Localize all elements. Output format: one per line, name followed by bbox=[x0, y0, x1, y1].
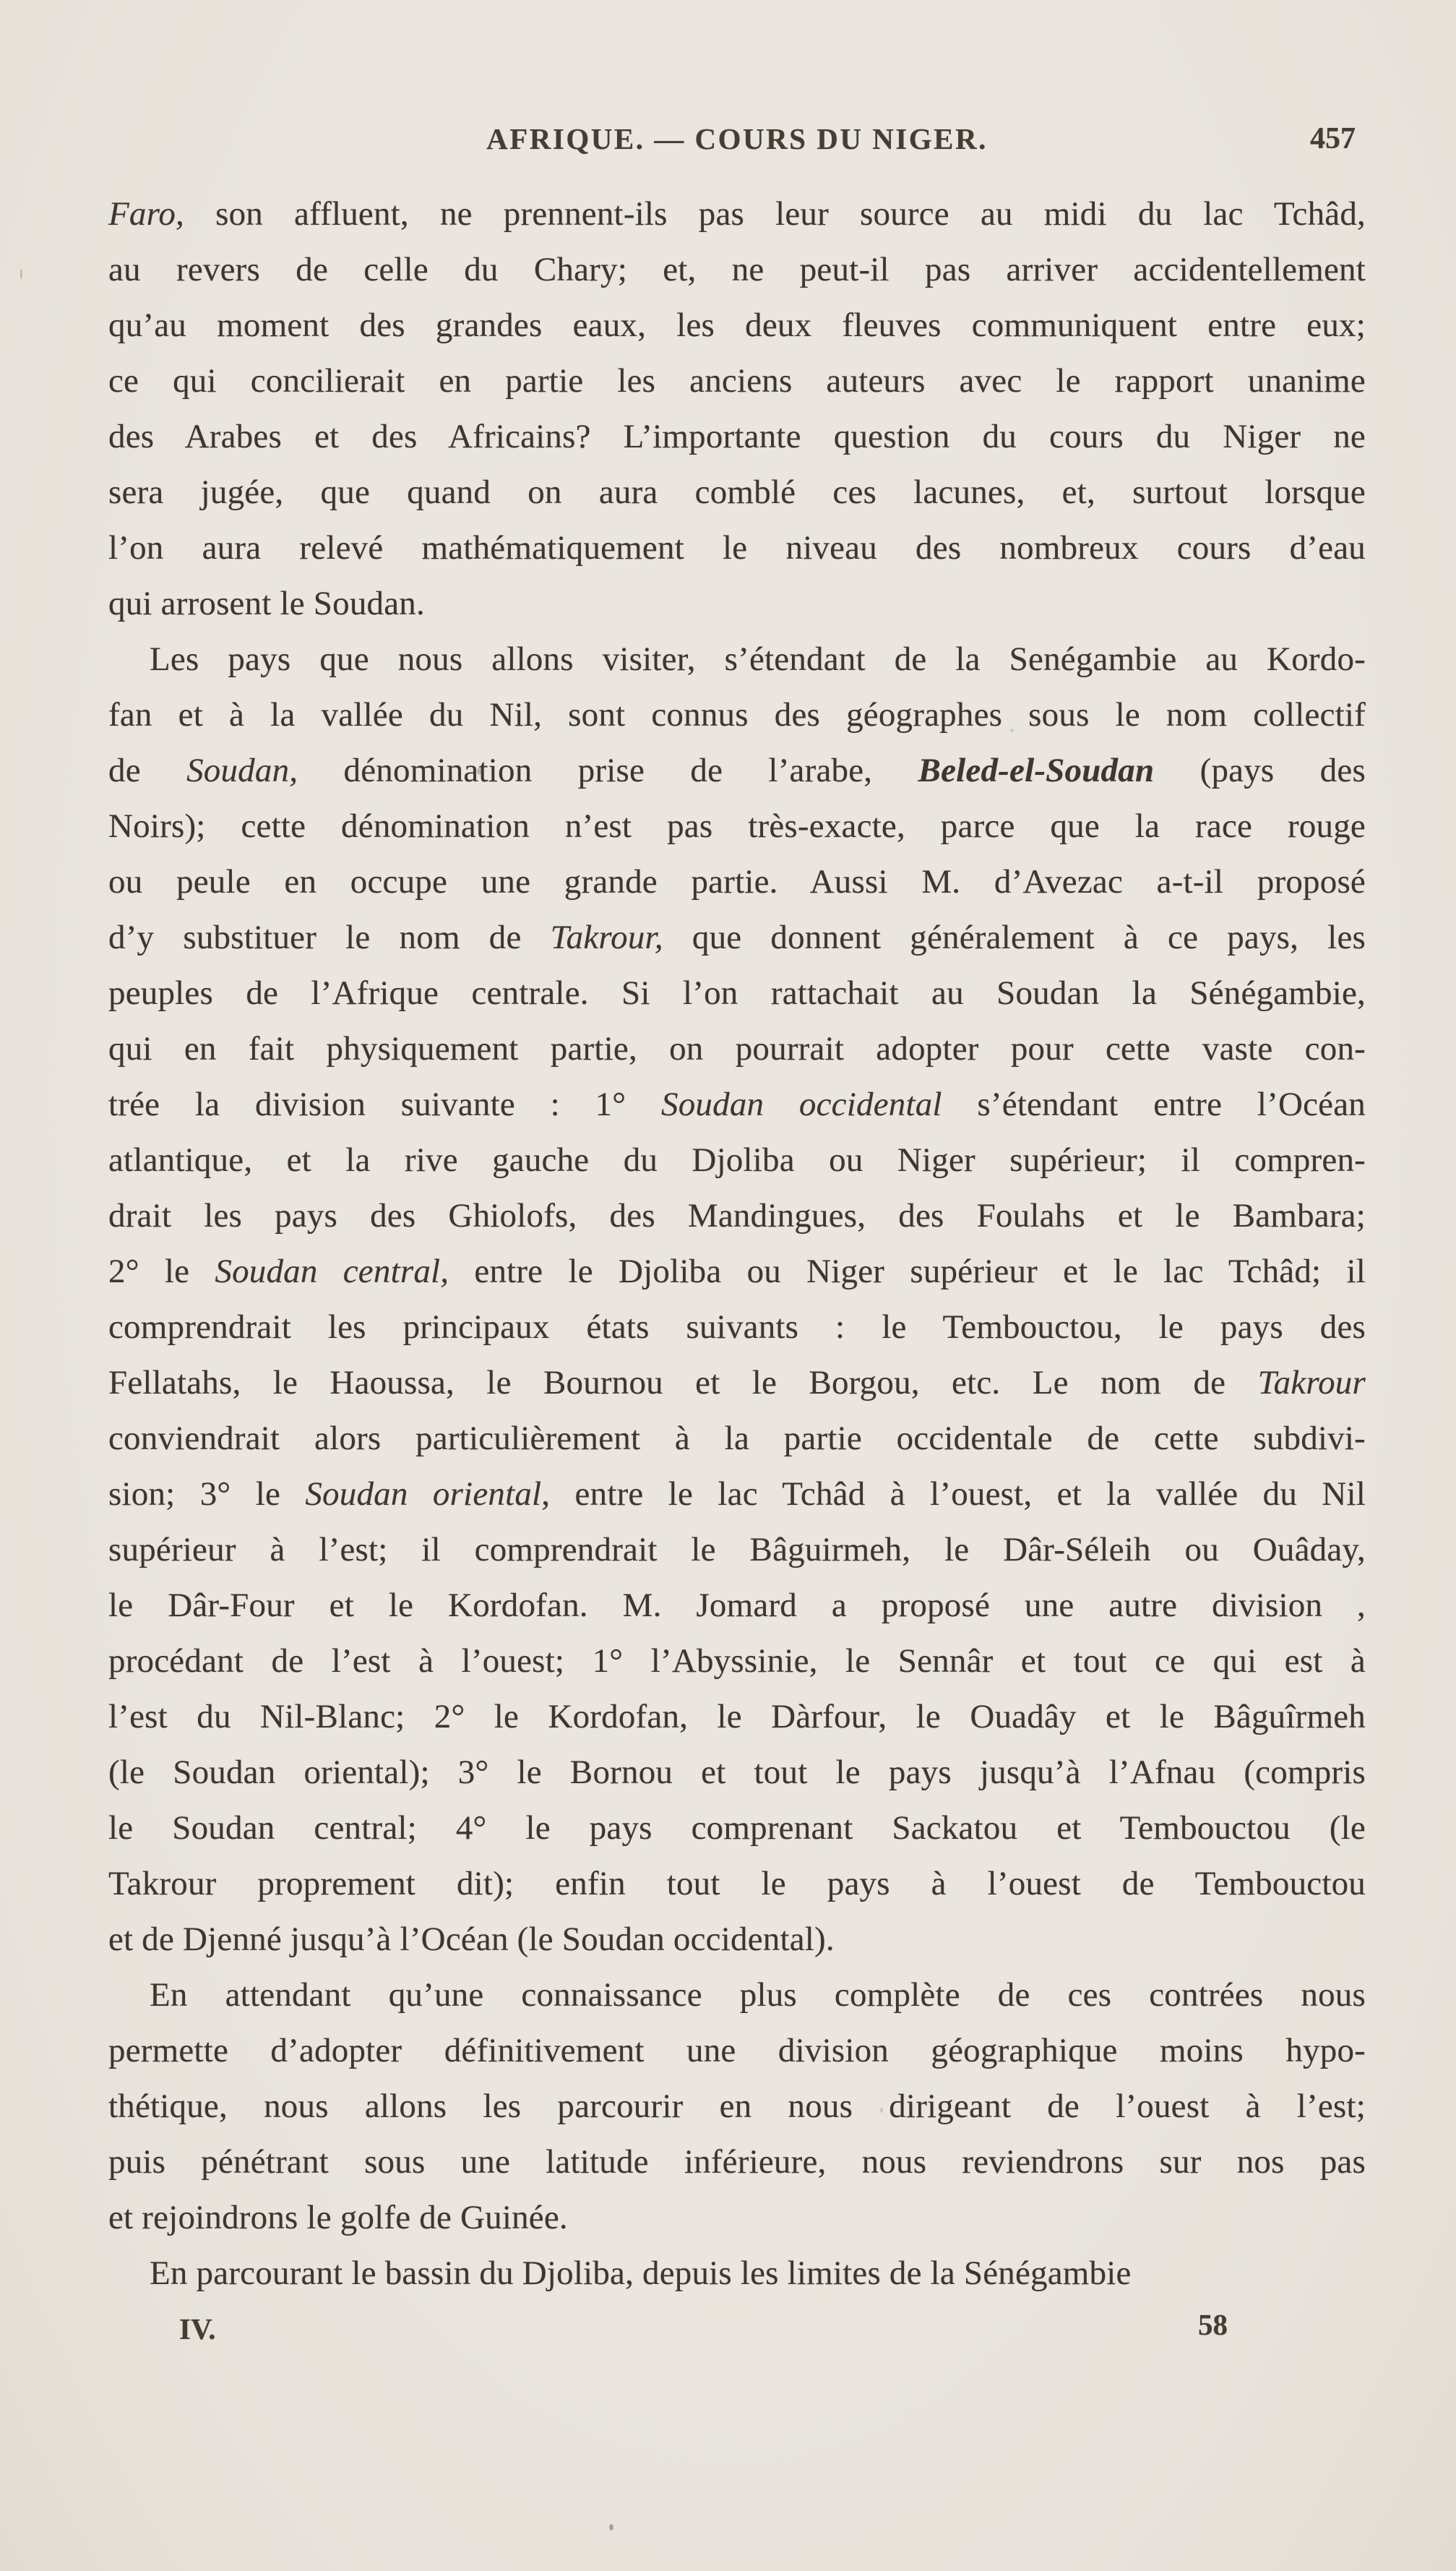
text-run: atlantique, et la rive gauche du Djoliba ou Niger supérieur; il compren- bbox=[108, 1141, 1366, 1179]
text-run: que donnent généralement à ce pays, les bbox=[663, 919, 1366, 956]
text-run: permette d’adopter définitivement une division géographique moins hypo- bbox=[108, 2032, 1366, 2069]
italic-term: Beled-el-Soudan bbox=[918, 752, 1155, 789]
text-run: le Dâr-Four et le Kordofan. M. Jomard a proposé une autre division , bbox=[108, 1587, 1366, 1624]
text-line bbox=[108, 632, 1366, 687]
text-run: le Soudan central; 4° le pays comprenant Sackatou et Tembouctou (le bbox=[108, 1809, 1366, 1847]
text-run: l’est du Nil-Blanc; 2° le Kordofan, le Dàrfour, le Ouadây et le Bâguîrmeh bbox=[108, 1698, 1366, 1735]
italic-term: Takrour bbox=[1257, 1364, 1366, 1402]
text-line bbox=[108, 2079, 1366, 2134]
text-line bbox=[108, 966, 1366, 1021]
text-run: trée la division suivante : 1° bbox=[108, 1086, 662, 1123]
text-line bbox=[108, 687, 1366, 743]
text-run: des Arabes et des Africains? L’importante question du cours du Niger ne bbox=[108, 418, 1366, 455]
signature-mark: 58 bbox=[1198, 2308, 1228, 2341]
text-line bbox=[108, 1800, 1366, 1856]
text-line bbox=[108, 910, 1366, 966]
text-run: de bbox=[108, 752, 187, 789]
paragraph bbox=[108, 1967, 1366, 2246]
text-line bbox=[108, 409, 1366, 465]
scan-speck bbox=[477, 768, 482, 775]
text-line bbox=[108, 799, 1366, 854]
text-run: supérieur à l’est; il comprendrait le Bâguirmeh, le Dâr-Séleih ou Ouâday, bbox=[108, 1531, 1366, 1568]
text-run: peuples de l’Afrique centrale. Si l’on rattachait au Soudan la Sénégambie, bbox=[108, 974, 1366, 1012]
text-run: d’y substituer le nom de bbox=[108, 919, 551, 956]
text-line bbox=[108, 2023, 1366, 2079]
text-line bbox=[108, 2134, 1366, 2190]
text-run: Les pays que nous allons visiter, s’étendant de la Senégambie au Kordo- bbox=[150, 640, 1366, 678]
text-line bbox=[108, 1967, 1366, 2023]
text-line bbox=[108, 743, 1366, 799]
text-line bbox=[108, 1689, 1366, 1745]
text-run: puis pénétrant sous une latitude inférieure, nous reviendrons sur nos pas bbox=[108, 2143, 1366, 2181]
text-run: drait les pays des Ghiolofs, des Mandingues, des Foulahs et le Bambara; bbox=[108, 1197, 1366, 1235]
text-run: conviendrait alors particulièrement à la partie occidentale de cette subdivi- bbox=[108, 1420, 1366, 1457]
text-line bbox=[108, 1467, 1366, 1522]
text-run: et rejoindrons le golfe de Guinée. bbox=[108, 2199, 568, 2236]
text-run: (pays des bbox=[1154, 752, 1366, 789]
text-line bbox=[108, 1188, 1366, 1244]
text-run: procédant de l’est à l’ouest; 1° l’Abyssinie, le Sennâr et tout ce qui est à bbox=[108, 1642, 1366, 1680]
text-line bbox=[108, 298, 1366, 353]
text-run: , entre le lac Tchâd à l’ouest, et la vallée du Nil bbox=[541, 1475, 1366, 1513]
paragraph bbox=[108, 2246, 1366, 2301]
text-run: 2° le bbox=[108, 1253, 215, 1290]
page-body bbox=[108, 186, 1366, 2301]
text-run: qui arrosent le Soudan. bbox=[108, 585, 425, 622]
text-line bbox=[108, 1912, 1366, 1967]
text-line bbox=[108, 576, 1366, 632]
text-line bbox=[108, 353, 1366, 409]
text-run: (le Soudan oriental); 3° le Bornou et tout le pays jusqu’à l’Afnau (compris bbox=[108, 1754, 1366, 1791]
text-run: Noirs); cette dénomination n’est pas très-exacte, parce que la race rouge bbox=[108, 807, 1366, 845]
text-line bbox=[108, 1745, 1366, 1800]
text-run: qui en fait physiquement partie, on pourrait adopter pour cette vaste con- bbox=[108, 1030, 1366, 1068]
italic-term: Takrour, bbox=[550, 919, 663, 956]
italic-term: Soudan central, bbox=[215, 1253, 449, 1290]
text-run: au revers de celle du Chary; et, ne peut-il pas arriver accidentellement bbox=[108, 251, 1366, 288]
text-run: entre le Djoliba ou Niger supérieur et le lac Tchâd; il bbox=[449, 1253, 1366, 1290]
text-run: thétique, nous allons les parcourir en nous dirigeant de l’ouest à l’est; bbox=[108, 2087, 1366, 2125]
text-run: En parcourant le bassin du Djoliba, depuis les limites de la Sénégambie bbox=[150, 2254, 1132, 2292]
text-run: son affluent, ne prennent-ils pas leur source au midi du lac Tchâd, bbox=[184, 195, 1366, 233]
text-line bbox=[108, 1355, 1366, 1411]
italic-term: Soudan occidental bbox=[661, 1086, 942, 1123]
text-run: et de Djenné jusqu’à l’Océan (le Soudan occidental). bbox=[108, 1920, 835, 1958]
running-head bbox=[108, 121, 1366, 162]
italic-term: Soudan, bbox=[186, 752, 298, 789]
text-line bbox=[108, 2190, 1366, 2246]
scan-speck bbox=[880, 2108, 883, 2113]
text-line bbox=[108, 1021, 1366, 1077]
text-line bbox=[108, 242, 1366, 298]
text-run: Fellatahs, le Haoussa, le Bournou et le Borgou, etc. Le nom de bbox=[108, 1364, 1258, 1402]
text-run: sera jugée, que quand on aura comblé ces lacunes, et, surtout lorsque bbox=[108, 473, 1366, 511]
text-line bbox=[108, 1856, 1366, 1912]
text-line bbox=[108, 2246, 1366, 2301]
page-footer bbox=[108, 2307, 1366, 2358]
text-line bbox=[108, 854, 1366, 910]
running-head-title: AFRIQUE. — COURS DU NIGER. bbox=[486, 122, 988, 155]
scan-speck bbox=[609, 2524, 613, 2531]
volume-mark: IV. bbox=[179, 2312, 216, 2345]
text-line bbox=[108, 1578, 1366, 1634]
text-run: ou peule en occupe une grande partie. Aussi M. d’Avezac a-t-il proposé bbox=[108, 863, 1366, 901]
text-line bbox=[108, 1244, 1366, 1300]
text-line bbox=[108, 1077, 1366, 1133]
scan-speck bbox=[20, 269, 22, 279]
text-run: comprendrait les principaux états suivants : le Tembouctou, le pays des bbox=[108, 1308, 1366, 1346]
text-line bbox=[108, 520, 1366, 576]
text-line bbox=[108, 1300, 1366, 1355]
paragraph bbox=[108, 186, 1366, 632]
text-line bbox=[108, 1411, 1366, 1467]
text-line bbox=[108, 186, 1366, 242]
italic-term: Soudan oriental bbox=[305, 1475, 542, 1513]
text-line bbox=[108, 1133, 1366, 1188]
page-number: 457 bbox=[1310, 122, 1356, 155]
text-line bbox=[108, 465, 1366, 520]
text-run: ce qui concilierait en partie les anciens auteurs avec le rapport unanime bbox=[108, 362, 1366, 400]
text-line bbox=[108, 1634, 1366, 1689]
scan-speck bbox=[1010, 729, 1014, 732]
text-line bbox=[108, 1522, 1366, 1578]
text-run: sion; 3° le bbox=[108, 1475, 306, 1513]
text-run: Takrour proprement dit); enfin tout le pays à l’ouest de Tembouctou bbox=[108, 1865, 1366, 1902]
paragraph bbox=[108, 632, 1366, 1967]
text-run: l’on aura relevé mathématiquement le niveau des nombreux cours d’eau bbox=[108, 529, 1366, 567]
text-run: fan et à la vallée du Nil, sont connus des géographes sous le nom collectif bbox=[108, 696, 1366, 734]
text-run: dénomination prise de l’arabe, bbox=[298, 752, 918, 789]
italic-term: Faro, bbox=[108, 195, 185, 233]
text-run: En attendant qu’une connaissance plus complète de ces contrées nous bbox=[150, 1976, 1366, 2014]
text-run: s’étendant entre l’Océan bbox=[942, 1086, 1366, 1123]
text-run: qu’au moment des grandes eaux, les deux fleuves communiquent entre eux; bbox=[108, 306, 1366, 344]
